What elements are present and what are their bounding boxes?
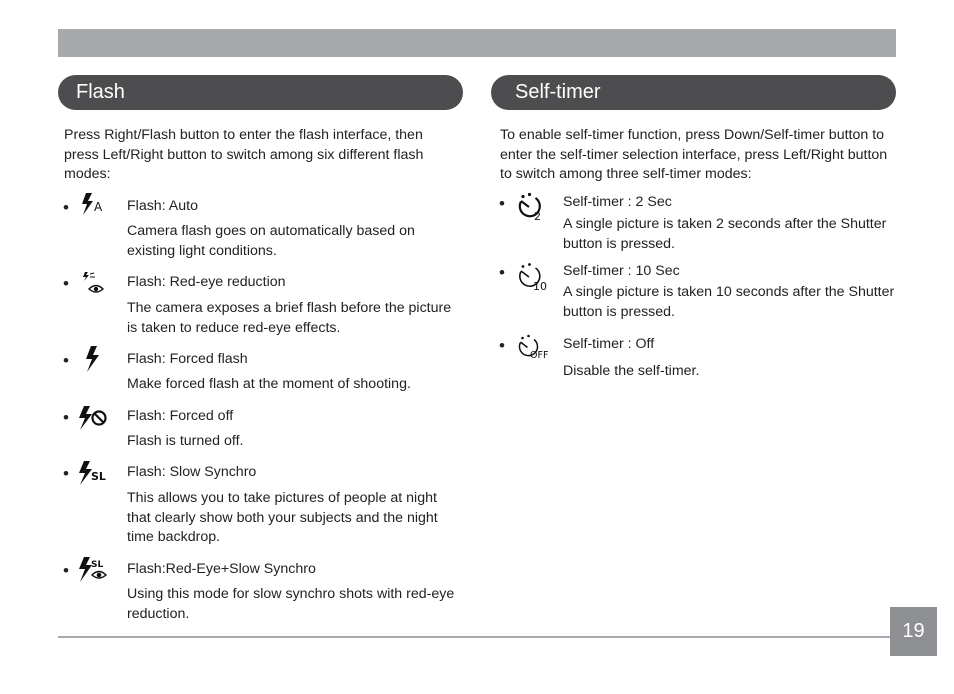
bullet: • [499, 194, 505, 213]
bullet: • [499, 336, 505, 355]
svg-text:10: 10 [533, 280, 547, 293]
self-timer-intro: To enable self-timer function, press Down/Self-timer button to enter the self-timer selection interface, press Left/Right button to switch among three self-timer modes: [500, 127, 888, 182]
bullet: • [63, 198, 69, 217]
self-timer-item-description: Disable the self-timer. [563, 363, 700, 379]
flash-item-description: Using this mode for slow synchro shots with red-eye reduction. [127, 586, 455, 622]
flash-red-eye-icon [80, 271, 106, 293]
bullet: • [63, 408, 69, 427]
flash-intro: Press Right/Flash button to enter the flash interface, then press Left/Right button to switch among six different flash modes: [64, 127, 424, 182]
self-timer-item-title: Self-timer : Off [563, 336, 655, 352]
flash-forced-icon [84, 345, 100, 373]
self-timer-off-icon [515, 334, 551, 362]
self-timer-10-icon [515, 262, 549, 294]
flash-item-title: Flash:Red-Eye+Slow Synchro [127, 561, 316, 577]
flash-item-description: The camera exposes a brief flash before the picture is taken to reduce red-eye effects. [127, 300, 452, 336]
self-timer-item-title: Self-timer : 10 Sec [563, 263, 680, 279]
svg-text:A: A [94, 200, 103, 214]
bullet: • [499, 263, 505, 282]
flash-item-description: Camera flash goes on automatically based on existing light conditions. [127, 223, 415, 259]
self-timer-item-title: Self-timer : 2 Sec [563, 194, 672, 210]
page-number: 19 [890, 607, 937, 656]
flash-red-eye-slow-synchro-icon [78, 556, 108, 582]
top-bar [58, 29, 896, 57]
self-timer-section-header: Self-timer [491, 75, 896, 110]
svg-text:2: 2 [534, 210, 541, 223]
self-timer-2-icon [515, 192, 547, 224]
flash-item-title: Flash: Forced flash [127, 351, 248, 367]
flash-item-description: This allows you to take pictures of people at night that clearly show both your subjects and the night time backdrop. [127, 490, 438, 545]
self-timer-item-description: A single picture is taken 10 seconds after the Shutter button is pressed. [563, 284, 895, 320]
bullet: • [63, 561, 69, 580]
flash-item-title: Flash: Slow Synchro [127, 464, 257, 480]
flash-item-description: Flash is turned off. [127, 433, 244, 449]
self-timer-item-description: A single picture is taken 2 seconds after the Shutter button is pressed. [563, 216, 887, 252]
flash-slow-synchro-icon [78, 461, 108, 485]
bullet: • [63, 351, 69, 370]
bullet: • [63, 464, 69, 483]
flash-item-title: Flash: Auto [127, 198, 198, 214]
svg-text:SL: SL [91, 470, 106, 483]
bullet: • [63, 274, 69, 293]
flash-auto-icon [80, 193, 106, 215]
svg-text:OFF: OFF [530, 350, 549, 361]
flash-item-description: Make forced flash at the moment of shooting. [127, 376, 411, 392]
flash-section-header: Flash [58, 75, 463, 110]
svg-text:SL: SL [91, 560, 104, 570]
flash-off-icon [78, 406, 108, 430]
flash-item-title: Flash: Red-eye reduction [127, 274, 286, 290]
bottom-rule [58, 636, 890, 638]
flash-item-title: Flash: Forced off [127, 408, 234, 424]
